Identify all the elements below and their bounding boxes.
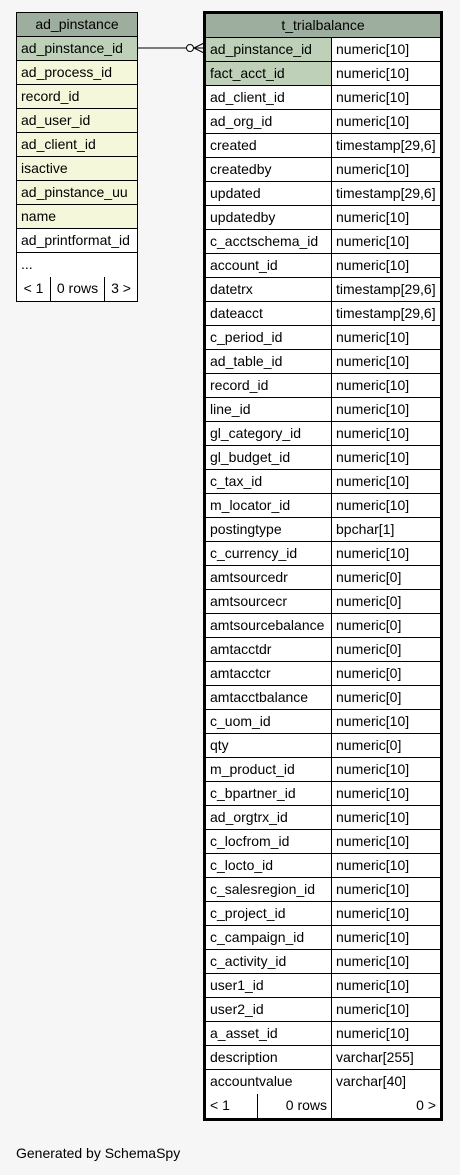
column-name: postingtype (206, 518, 332, 541)
column-name: datetrx (206, 278, 332, 301)
column-name: accountvalue (206, 1070, 332, 1094)
column-type: numeric[10] (336, 473, 410, 489)
column-name: c_salesregion_id (206, 878, 332, 901)
column-name: ad_pinstance_id (206, 38, 332, 61)
column-name: gl_category_id (206, 422, 332, 445)
column-type: numeric[10] (336, 785, 410, 801)
column-name: ad_org_id (206, 110, 332, 133)
crows-foot-upper (194, 43, 204, 48)
column-type: numeric[0] (336, 641, 402, 657)
column-name: updatedby (206, 206, 332, 229)
column-name: amtsourcecr (206, 590, 332, 613)
column-name: account_id (206, 254, 332, 277)
column-type: numeric[10] (336, 257, 410, 273)
column-name: amtsourcebalance (206, 614, 332, 637)
column-type: numeric[10] (336, 353, 410, 369)
column-type: numeric[10] (336, 905, 410, 921)
column-type: numeric[10] (336, 425, 410, 441)
column-name: amtacctcr (206, 662, 332, 685)
column-name: qty (206, 734, 332, 757)
column-type: numeric[10] (336, 113, 410, 129)
column-type: timestamp[29,6] (336, 185, 436, 201)
column-name: ad_printformat_id (21, 232, 130, 248)
column-type: numeric[10] (336, 1025, 410, 1041)
column-name: amtacctbalance (206, 686, 332, 709)
table-title[interactable]: ad_pinstance (17, 13, 137, 37)
column-type: numeric[10] (336, 377, 410, 393)
column-type: numeric[10] (336, 761, 410, 777)
column-name: a_asset_id (206, 1022, 332, 1045)
column-type: numeric[10] (336, 401, 410, 417)
column-name: created (206, 134, 332, 157)
column-type: numeric[10] (336, 809, 410, 825)
column-type: numeric[0] (336, 689, 402, 705)
column-type: timestamp[29,6] (336, 137, 436, 153)
crows-foot-lower (194, 48, 204, 53)
column-type: numeric[10] (336, 857, 410, 873)
generated-by-label: Generated by SchemaSpy (16, 1145, 181, 1161)
column-name: fact_acct_id (206, 62, 332, 85)
column-name: user1_id (206, 974, 332, 997)
column-type: numeric[0] (336, 593, 402, 609)
column-name: c_locfrom_id (206, 830, 332, 853)
column-name: ad_pinstance_uu (17, 181, 137, 204)
column-type: numeric[0] (336, 617, 402, 633)
children-count[interactable]: 0 > (416, 1097, 436, 1113)
column-type: numeric[10] (336, 233, 410, 249)
column-type: numeric[10] (336, 41, 410, 57)
column-type: numeric[10] (336, 89, 410, 105)
column-name: ... (21, 256, 33, 272)
zero-or-many-circle (187, 45, 194, 52)
column-type: timestamp[29,6] (336, 281, 436, 297)
column-type: bpchar[1] (336, 521, 395, 537)
column-type: numeric[10] (336, 929, 410, 945)
column-name: c_acctschema_id (206, 230, 332, 253)
column-type: numeric[10] (336, 449, 410, 465)
column-name: c_project_id (206, 902, 332, 925)
column-name: m_locator_id (206, 494, 332, 517)
column-name: ad_table_id (206, 350, 332, 373)
column-name: m_product_id (206, 758, 332, 781)
column-name: c_activity_id (206, 950, 332, 973)
column-name: ad_pinstance_id (17, 37, 137, 60)
column-type: timestamp[29,6] (336, 305, 436, 321)
column-name: record_id (206, 374, 332, 397)
column-name: ad_client_id (206, 86, 332, 109)
column-type: numeric[0] (336, 569, 402, 585)
column-name: ad_user_id (17, 109, 137, 132)
column-name: c_locto_id (206, 854, 332, 877)
column-type: numeric[10] (336, 161, 410, 177)
column-name: isactive (17, 157, 137, 180)
column-type: numeric[10] (336, 497, 410, 513)
column-type: numeric[10] (336, 209, 410, 225)
column-type: numeric[10] (336, 1001, 410, 1017)
column-name: ad_orgtrx_id (206, 806, 332, 829)
parents-count[interactable]: < 1 (17, 277, 51, 301)
row-count: 0 rows (51, 277, 105, 301)
column-name: c_bpartner_id (206, 782, 332, 805)
column-name: createdby (206, 158, 332, 181)
column-name: name (17, 205, 137, 228)
column-type: numeric[10] (336, 65, 410, 81)
column-name: line_id (206, 398, 332, 421)
column-name: c_period_id (206, 326, 332, 349)
column-name: record_id (17, 85, 137, 108)
column-type: numeric[0] (336, 737, 402, 753)
column-type: numeric[10] (336, 953, 410, 969)
column-name: c_campaign_id (206, 926, 332, 949)
column-type: varchar[255] (336, 1049, 414, 1065)
column-name: description (206, 1046, 332, 1069)
column-name: c_currency_id (206, 542, 332, 565)
column-name: amtacctdr (206, 638, 332, 661)
column-type: numeric[10] (336, 329, 410, 345)
column-name: dateacct (206, 302, 332, 325)
column-type: numeric[10] (336, 713, 410, 729)
column-name: c_uom_id (206, 710, 332, 733)
column-name: gl_budget_id (206, 446, 332, 469)
column-name: c_tax_id (206, 470, 332, 493)
column-name: ad_client_id (17, 133, 137, 156)
column-name: ad_process_id (17, 61, 137, 84)
column-name: user2_id (206, 998, 332, 1021)
children-count[interactable]: 3 > (111, 280, 131, 296)
table-title[interactable]: t_trialbalance (206, 14, 440, 38)
column-type: varchar[40] (336, 1073, 407, 1089)
column-type: numeric[10] (336, 833, 410, 849)
column-type: numeric[0] (336, 665, 402, 681)
column-type: numeric[10] (336, 881, 410, 897)
parents-count[interactable]: < 1 (206, 1094, 258, 1118)
column-name: updated (206, 182, 332, 205)
column-name: amtsourcedr (206, 566, 332, 589)
column-type: numeric[10] (336, 977, 410, 993)
row-count: 0 rows (258, 1094, 332, 1118)
column-type: numeric[10] (336, 545, 410, 561)
